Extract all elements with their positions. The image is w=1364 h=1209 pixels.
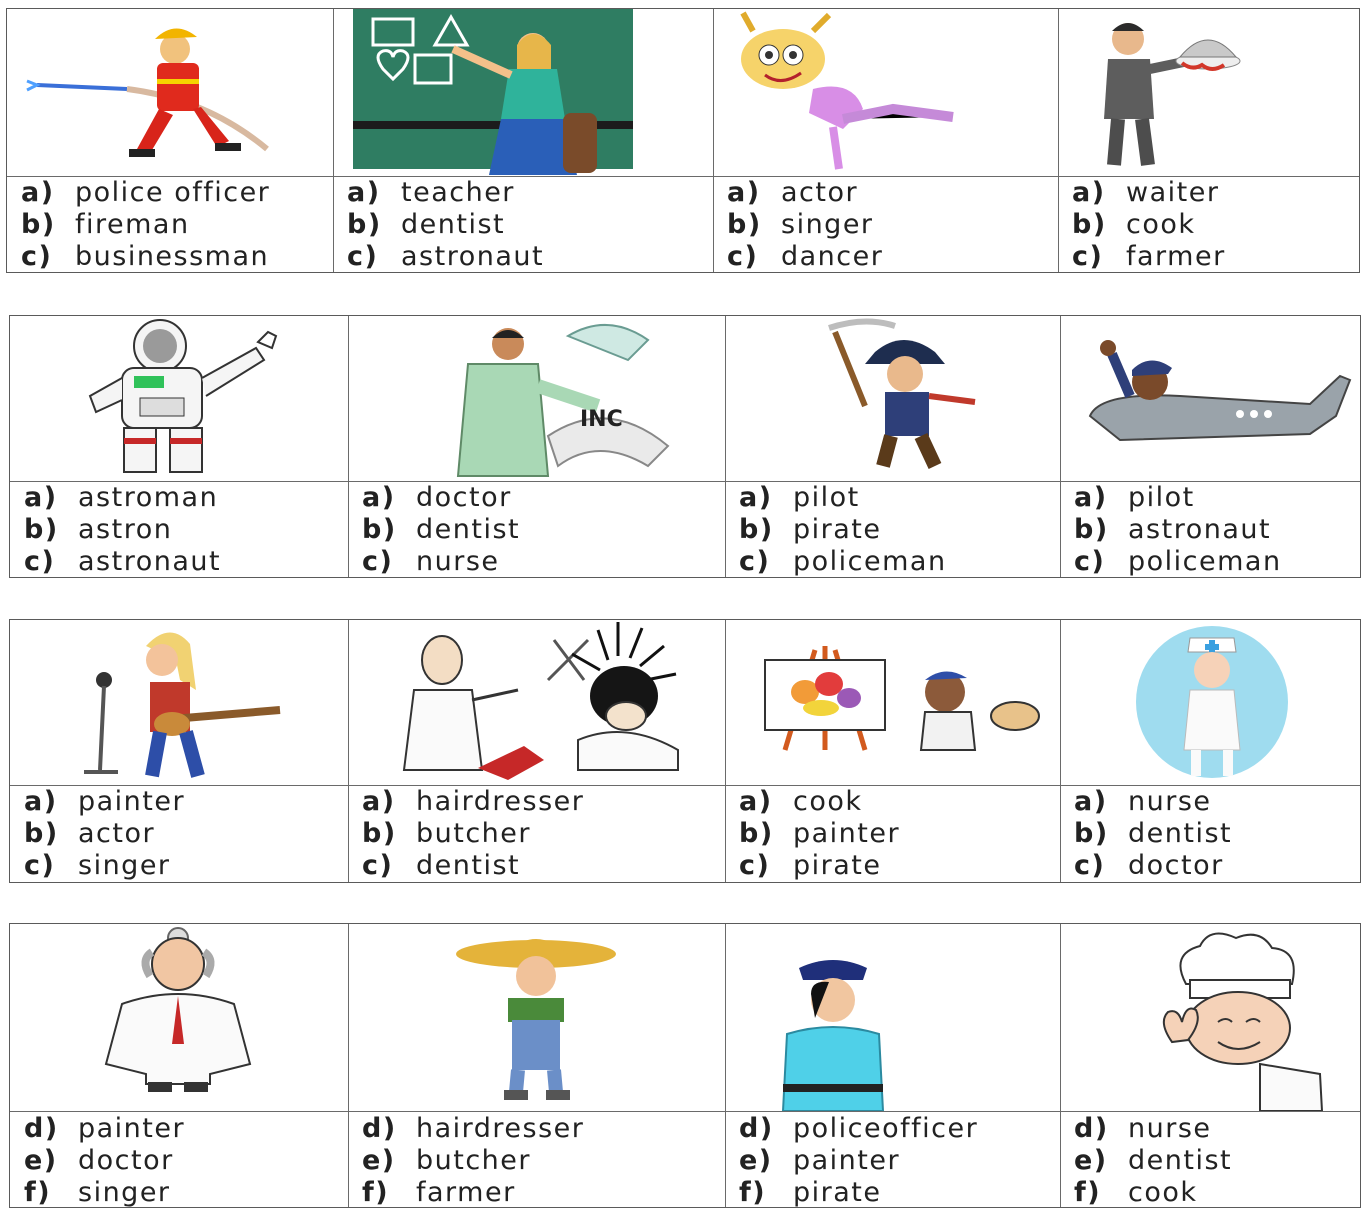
option-letter: a) [1074, 482, 1108, 513]
answer-option-c[interactable] [347, 241, 544, 273]
option-text: astron [78, 514, 173, 545]
option-letter: c) [24, 850, 56, 881]
answer-option-c[interactable] [739, 546, 947, 578]
option-letter: a) [739, 786, 773, 817]
nurse-icon [1060, 620, 1362, 785]
answer-options [725, 785, 1060, 884]
singer-icon [10, 620, 348, 785]
option-letter: c) [24, 546, 56, 577]
option-text: policeofficer [793, 1113, 979, 1144]
answer-options [10, 785, 348, 884]
answer-option-f[interactable] [362, 1177, 516, 1209]
option-letter: d) [739, 1113, 774, 1144]
answer-option-a[interactable] [1072, 177, 1219, 209]
answer-options [7, 176, 333, 274]
option-letter: a) [739, 482, 773, 513]
answer-options [1058, 176, 1361, 274]
answer-option-d[interactable] [24, 1113, 185, 1145]
option-text: nurse [416, 546, 500, 577]
option-letter: d) [24, 1113, 59, 1144]
option-text: dentist [416, 514, 521, 545]
answer-options [713, 176, 1058, 274]
answer-option-b[interactable] [347, 209, 505, 241]
answer-options [348, 1111, 725, 1209]
option-text: businessman [75, 241, 270, 272]
waiter-icon [1058, 9, 1361, 176]
answer-option-a[interactable] [739, 482, 860, 514]
option-text: actor [78, 818, 156, 849]
answer-option-c[interactable] [362, 546, 500, 578]
answer-option-b[interactable] [362, 818, 531, 850]
option-text: doctor [78, 1145, 174, 1176]
option-text: fireman [75, 209, 190, 240]
answer-option-c[interactable] [24, 850, 171, 882]
option-text: waiter [1126, 177, 1220, 208]
option-letter: a) [1072, 177, 1106, 208]
option-letter: a) [24, 786, 58, 817]
option-text: hairdresser [416, 786, 585, 817]
option-letter: c) [1074, 546, 1106, 577]
question-cell [1060, 316, 1362, 579]
question-cell [348, 316, 725, 579]
option-text: police officer [75, 177, 271, 208]
answer-option-b[interactable] [727, 209, 874, 241]
answer-option-d[interactable] [362, 1113, 584, 1145]
option-letter: e) [1074, 1145, 1108, 1176]
option-letter: c) [1072, 241, 1104, 272]
option-letter: c) [727, 241, 759, 272]
question-cell [348, 924, 725, 1209]
answer-option-d[interactable] [1074, 1113, 1212, 1145]
answer-option-e[interactable] [1074, 1145, 1232, 1177]
answer-options [1060, 481, 1362, 579]
dancer-icon [713, 9, 1058, 176]
answer-options [1060, 785, 1362, 884]
option-text: farmer [416, 1177, 516, 1208]
option-letter: b) [1072, 209, 1107, 240]
answer-option-c[interactable] [1074, 546, 1282, 578]
question-cell [725, 924, 1060, 1209]
question-table-2 [9, 315, 1361, 578]
answer-option-a[interactable] [1074, 482, 1195, 514]
option-letter: b) [727, 209, 762, 240]
option-letter: c) [362, 850, 394, 881]
option-letter: b) [21, 209, 56, 240]
hairdresser-icon [348, 620, 725, 785]
option-text: actor [781, 177, 859, 208]
option-text: nurse [1128, 786, 1212, 817]
answer-option-b[interactable] [739, 818, 900, 850]
answer-option-b[interactable] [362, 514, 520, 546]
option-text: farmer [1126, 241, 1226, 272]
option-text: astroman [78, 482, 219, 513]
option-letter: d) [362, 1113, 397, 1144]
question-cell [10, 620, 348, 884]
option-text: butcher [416, 818, 532, 849]
option-text: hairdresser [416, 1113, 585, 1144]
option-letter: f) [1074, 1177, 1102, 1208]
answer-options [348, 481, 725, 579]
option-letter: a) [347, 177, 381, 208]
answer-option-a[interactable] [1074, 786, 1212, 818]
option-text: painter [78, 786, 186, 817]
option-letter: e) [362, 1145, 396, 1176]
police-officer-icon [725, 924, 1060, 1111]
option-text: pilot [793, 482, 860, 513]
pirate-icon [725, 316, 1060, 481]
option-text: doctor [416, 482, 512, 513]
option-letter: b) [362, 818, 397, 849]
option-text: dentist [416, 850, 521, 881]
question-table-4 [9, 923, 1361, 1208]
option-text: singer [78, 850, 171, 881]
answer-option-a[interactable] [362, 482, 512, 514]
painter-icon [725, 620, 1060, 785]
question-cell [1058, 9, 1361, 274]
answer-option-c[interactable] [362, 850, 520, 882]
answer-option-a[interactable] [362, 786, 584, 818]
option-letter: a) [362, 786, 396, 817]
answer-option-b[interactable] [1074, 514, 1271, 546]
option-letter: e) [24, 1145, 58, 1176]
option-text: painter [78, 1113, 186, 1144]
question-cell [10, 316, 348, 579]
question-cell [725, 316, 1060, 579]
answer-option-f[interactable] [1074, 1177, 1198, 1209]
answer-option-b[interactable] [24, 818, 155, 850]
option-text: pirate [793, 850, 882, 881]
answer-options [333, 176, 713, 274]
option-text: dancer [781, 241, 884, 272]
answer-option-a[interactable] [347, 177, 515, 209]
answer-options [1060, 1111, 1362, 1209]
question-cell [1060, 924, 1362, 1209]
question-cell [725, 620, 1060, 884]
picture-text: INC [580, 407, 623, 432]
option-letter: c) [362, 546, 394, 577]
answer-options [348, 785, 725, 884]
answer-option-b[interactable] [24, 514, 172, 546]
option-text: astronaut [401, 241, 545, 272]
option-text: nurse [1128, 1113, 1212, 1144]
question-table-1 [6, 8, 1360, 273]
answer-option-c[interactable] [21, 241, 269, 273]
option-letter: b) [24, 818, 59, 849]
doctor-icon [10, 924, 348, 1111]
option-text: policeman [793, 546, 947, 577]
answer-option-e[interactable] [24, 1145, 174, 1177]
option-text: butcher [416, 1145, 532, 1176]
option-letter: b) [24, 514, 59, 545]
option-letter: e) [739, 1145, 773, 1176]
answer-option-b[interactable] [739, 514, 881, 546]
option-text: painter [793, 818, 901, 849]
answer-option-c[interactable] [727, 241, 883, 273]
question-cell [1060, 620, 1362, 884]
question-cell [348, 620, 725, 884]
option-letter: b) [1074, 514, 1109, 545]
option-letter: f) [739, 1177, 767, 1208]
answer-option-a[interactable] [24, 786, 185, 818]
option-letter: a) [727, 177, 761, 208]
answer-options [725, 1111, 1060, 1209]
option-text: pirate [793, 1177, 882, 1208]
option-letter: a) [1074, 786, 1108, 817]
fireman-icon [7, 9, 333, 176]
answer-option-c[interactable] [1072, 241, 1226, 273]
teacher-icon [333, 9, 713, 176]
answer-option-b[interactable] [1072, 209, 1196, 241]
option-letter: c) [21, 241, 53, 272]
answer-option-b[interactable] [21, 209, 190, 241]
option-letter: b) [1074, 818, 1109, 849]
option-text: cook [1128, 1177, 1198, 1208]
option-letter: f) [362, 1177, 390, 1208]
option-text: dentist [1128, 1145, 1233, 1176]
option-letter: b) [739, 514, 774, 545]
option-text: doctor [1128, 850, 1224, 881]
question-cell [7, 9, 333, 274]
option-letter: b) [739, 818, 774, 849]
option-text: dentist [401, 209, 506, 240]
option-letter: c) [739, 546, 771, 577]
answer-options [725, 481, 1060, 579]
answer-option-f[interactable] [24, 1177, 171, 1209]
dentist-icon [348, 316, 725, 481]
answer-option-b[interactable] [1074, 818, 1232, 850]
option-text: policeman [1128, 546, 1282, 577]
answer-option-d[interactable] [739, 1113, 978, 1145]
option-letter: d) [1074, 1113, 1109, 1144]
farmer-icon [348, 924, 725, 1111]
cook-icon [1060, 924, 1362, 1111]
option-text: singer [781, 209, 874, 240]
answer-option-a[interactable] [739, 786, 863, 818]
option-letter: c) [1074, 850, 1106, 881]
answer-option-e[interactable] [739, 1145, 900, 1177]
pilot-icon [1060, 316, 1362, 481]
option-text: astronaut [78, 546, 222, 577]
option-text: cook [793, 786, 863, 817]
question-cell [713, 9, 1058, 274]
option-letter: f) [24, 1177, 52, 1208]
option-letter: c) [347, 241, 379, 272]
option-text: pirate [793, 514, 882, 545]
astronaut-icon [10, 316, 348, 481]
answer-option-c[interactable] [739, 850, 881, 882]
answer-option-c[interactable] [1074, 850, 1224, 882]
answer-option-a[interactable] [727, 177, 858, 209]
answer-option-c[interactable] [24, 546, 221, 578]
answer-option-a[interactable] [24, 482, 218, 514]
question-table-3 [9, 619, 1361, 883]
answer-options [10, 1111, 348, 1209]
option-text: cook [1126, 209, 1196, 240]
answer-option-e[interactable] [362, 1145, 531, 1177]
answer-option-f[interactable] [739, 1177, 881, 1209]
option-letter: b) [362, 514, 397, 545]
option-text: astronaut [1128, 514, 1272, 545]
option-letter: a) [21, 177, 55, 208]
option-letter: b) [347, 209, 382, 240]
question-cell [10, 924, 348, 1209]
option-letter: a) [24, 482, 58, 513]
option-letter: a) [362, 482, 396, 513]
option-text: teacher [401, 177, 515, 208]
option-text: singer [78, 1177, 171, 1208]
option-letter: c) [739, 850, 771, 881]
question-cell [333, 9, 713, 274]
answer-options [10, 481, 348, 579]
option-text: dentist [1128, 818, 1233, 849]
answer-option-a[interactable] [21, 177, 270, 209]
option-text: painter [793, 1145, 901, 1176]
option-text: pilot [1128, 482, 1195, 513]
